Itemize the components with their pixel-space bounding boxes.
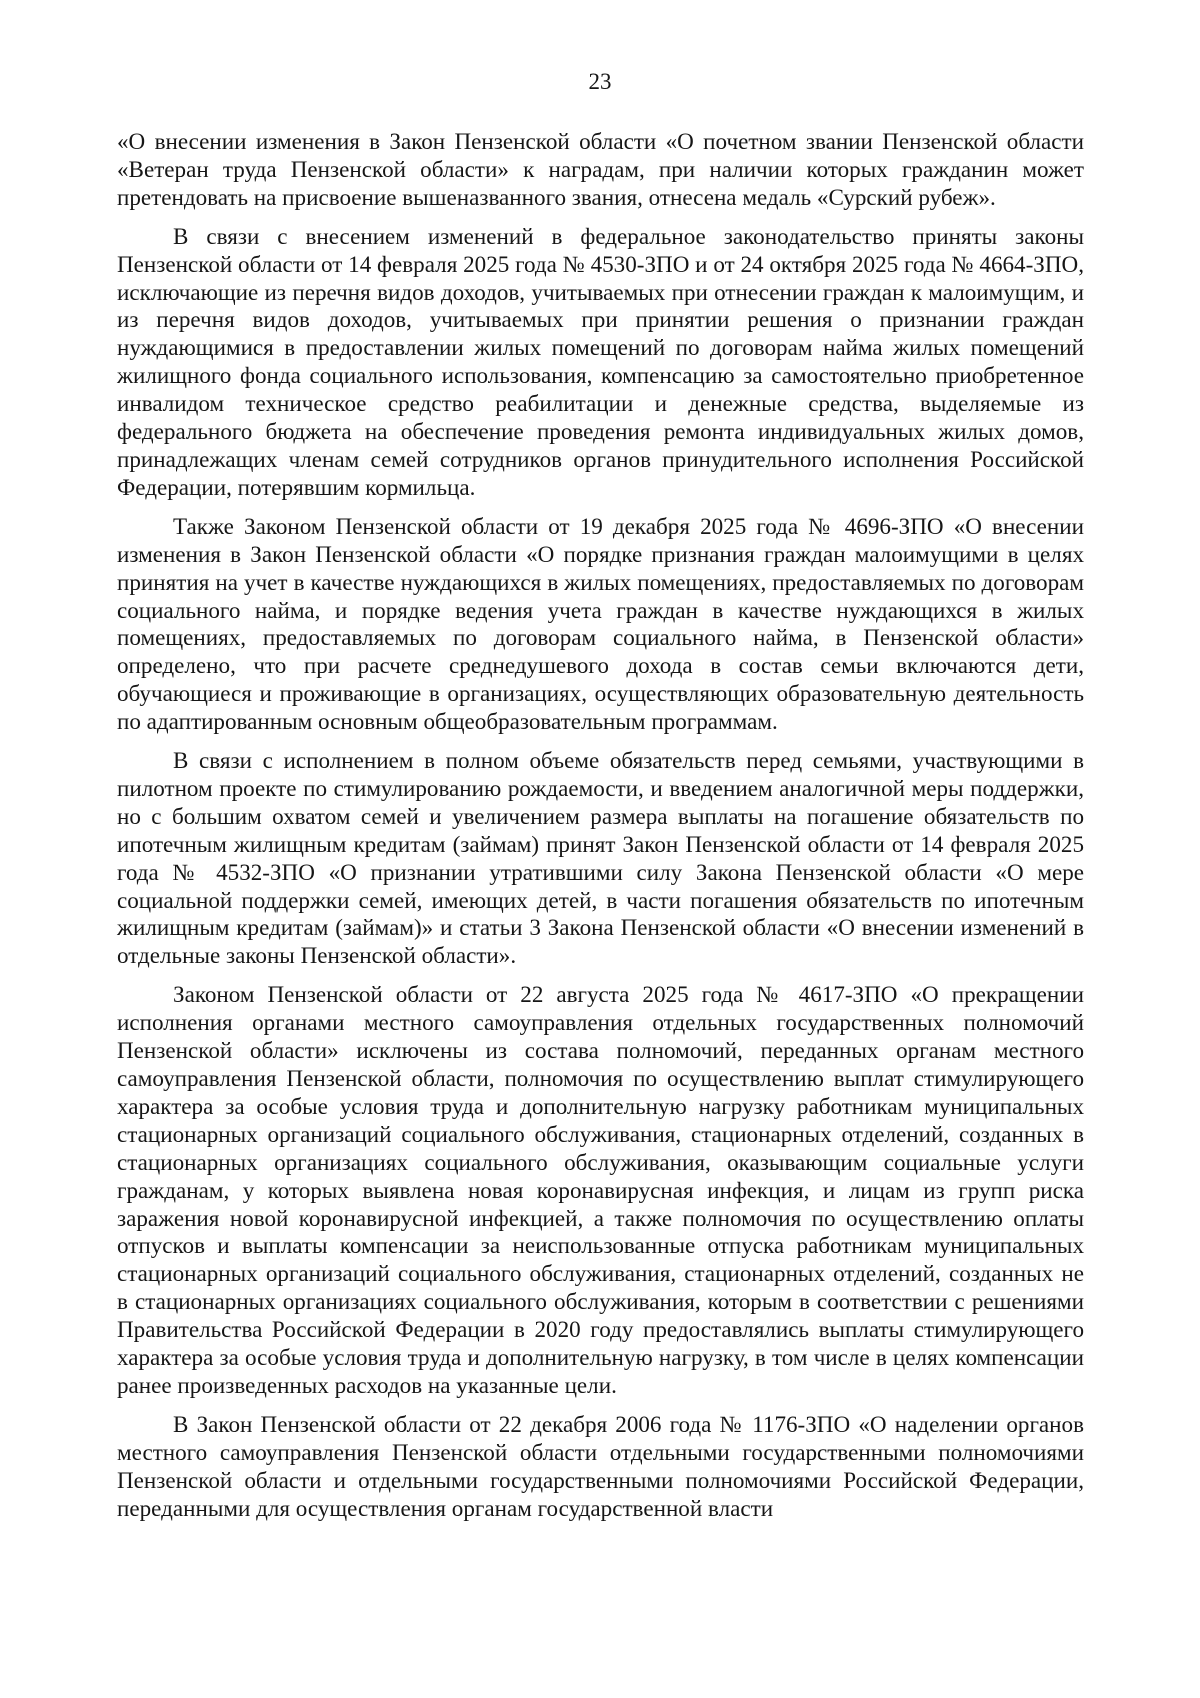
document-body (117, 128, 1084, 1523)
paragraph: В связи с исполнением в полном объеме обязательств перед семьями, участвующими в пилотном проекте по стимулированию рождаемости, и введением аналогичной меры поддержки, но с большим охватом семей и увеличением размера выплаты на погашение обязательств по ипотечным жилищным кредитам (займам) принят Закон Пензенской области от 14 февраля 2025 года № 4532-ЗПО «О признании утратившими силу Закона Пензенской области «О мере социальной поддержки семей, имеющих детей, в части погашения обязательств по ипотечным жилищным кредитам (займам)» и статьи 3 Закона Пензенской области «О внесении изменений в отдельные законы Пензенской области». (117, 747, 1084, 969)
paragraph: В связи с внесением изменений в федеральное законодательство приняты законы Пензенской области от 14 февраля 2025 года № 4530-ЗПО и от 24 октября 2025 года № 4664-ЗПО, исключающие из перечня видов доходов, учитываемых при отнесении граждан к малоимущим, и из перечня видов доходов, учитываемых при принятии решения о признании граждан нуждающимися в предоставлении жилых помещений по договорам найма жилых помещений жилищного фонда социального использования, компенсацию за самостоятельно приобретенное инвалидом техническое средство реабилитации и денежные средства, выделяемые из федерального бюджета на обеспечение проведения ремонта индивидуальных жилых домов, принадлежащих членам семей сотрудников органов принудительного исполнения Российской Федерации, потерявшим кормильца. (117, 222, 1084, 500)
page-number: 23 (588, 69, 612, 94)
paragraph: Также Законом Пензенской области от 19 декабря 2025 года № 4696-ЗПО «О внесении изменения в Закон Пензенской области «О порядке признания граждан малоимущими в целях принятия на учет в качестве нуждающихся в жилых помещениях, предоставляемых по договорам социального найма, и порядке ведения учета граждан в качестве нуждающихся в жилых помещениях, предоставляемых по договорам социального найма, в Пензенской области» определено, что при расчете среднедушевого дохода в состав семьи включаются дети, обучающиеся и проживающие в организациях, осуществляющих образовательную деятельность по адаптированным основным общеобразовательным программам. (117, 512, 1084, 735)
paragraph: Законом Пензенской области от 22 августа 2025 года № 4617-ЗПО «О прекращении исполнения органами местного самоуправления отдельных государственных полномочий Пензенской области» исключены из состава полномочий, переданных органам местного самоуправления Пензенской области, полномочия по осуществлению выплат стимулирующего характера за особые условия труда и дополнительную нагрузку работникам муниципальных стационарных организаций социального обслуживания, стационарных отделений, созданных в стационарных организациях социального обслуживания, оказывающим социальные услуги гражданам, у которых выявлена новая коронавирусная инфекция, и лицам из групп риска заражения новой коронавирусной инфекцией, а также полномочия по осуществлению оплаты отпусков и выплаты компенсации за неиспользованные отпуска работникам муниципальных стационарных организаций социального обслуживания, стационарных отделений, созданных не в стационарных организациях социального обслуживания, которым в соответствии с решениями Правительства Российской Федерации в 2020 году предоставлялись выплаты стимулирующего характера за особые условия труда и дополнительную нагрузку, в том числе в целях компенсации ранее произведенных расходов на указанные цели. (117, 981, 1084, 1398)
paragraph-continuation: «О внесении изменения в Закон Пензенской области «О почетном звании Пензенской области «Ветеран труда Пензенской области» к наградам, при наличии которых гражданин может претендовать на присвоение вышеназванного звания, отнесена медаль «Сурский рубеж». (117, 128, 1084, 210)
paragraph: В Закон Пензенской области от 22 декабря 2006 года № 1176-ЗПО «О наделении органов местного самоуправления Пензенской области отдельными государственными полномочиями Пензенской области и отдельными государственными полномочиями Российской Федерации, переданными для осуществления органам государственной власти (117, 1410, 1084, 1521)
